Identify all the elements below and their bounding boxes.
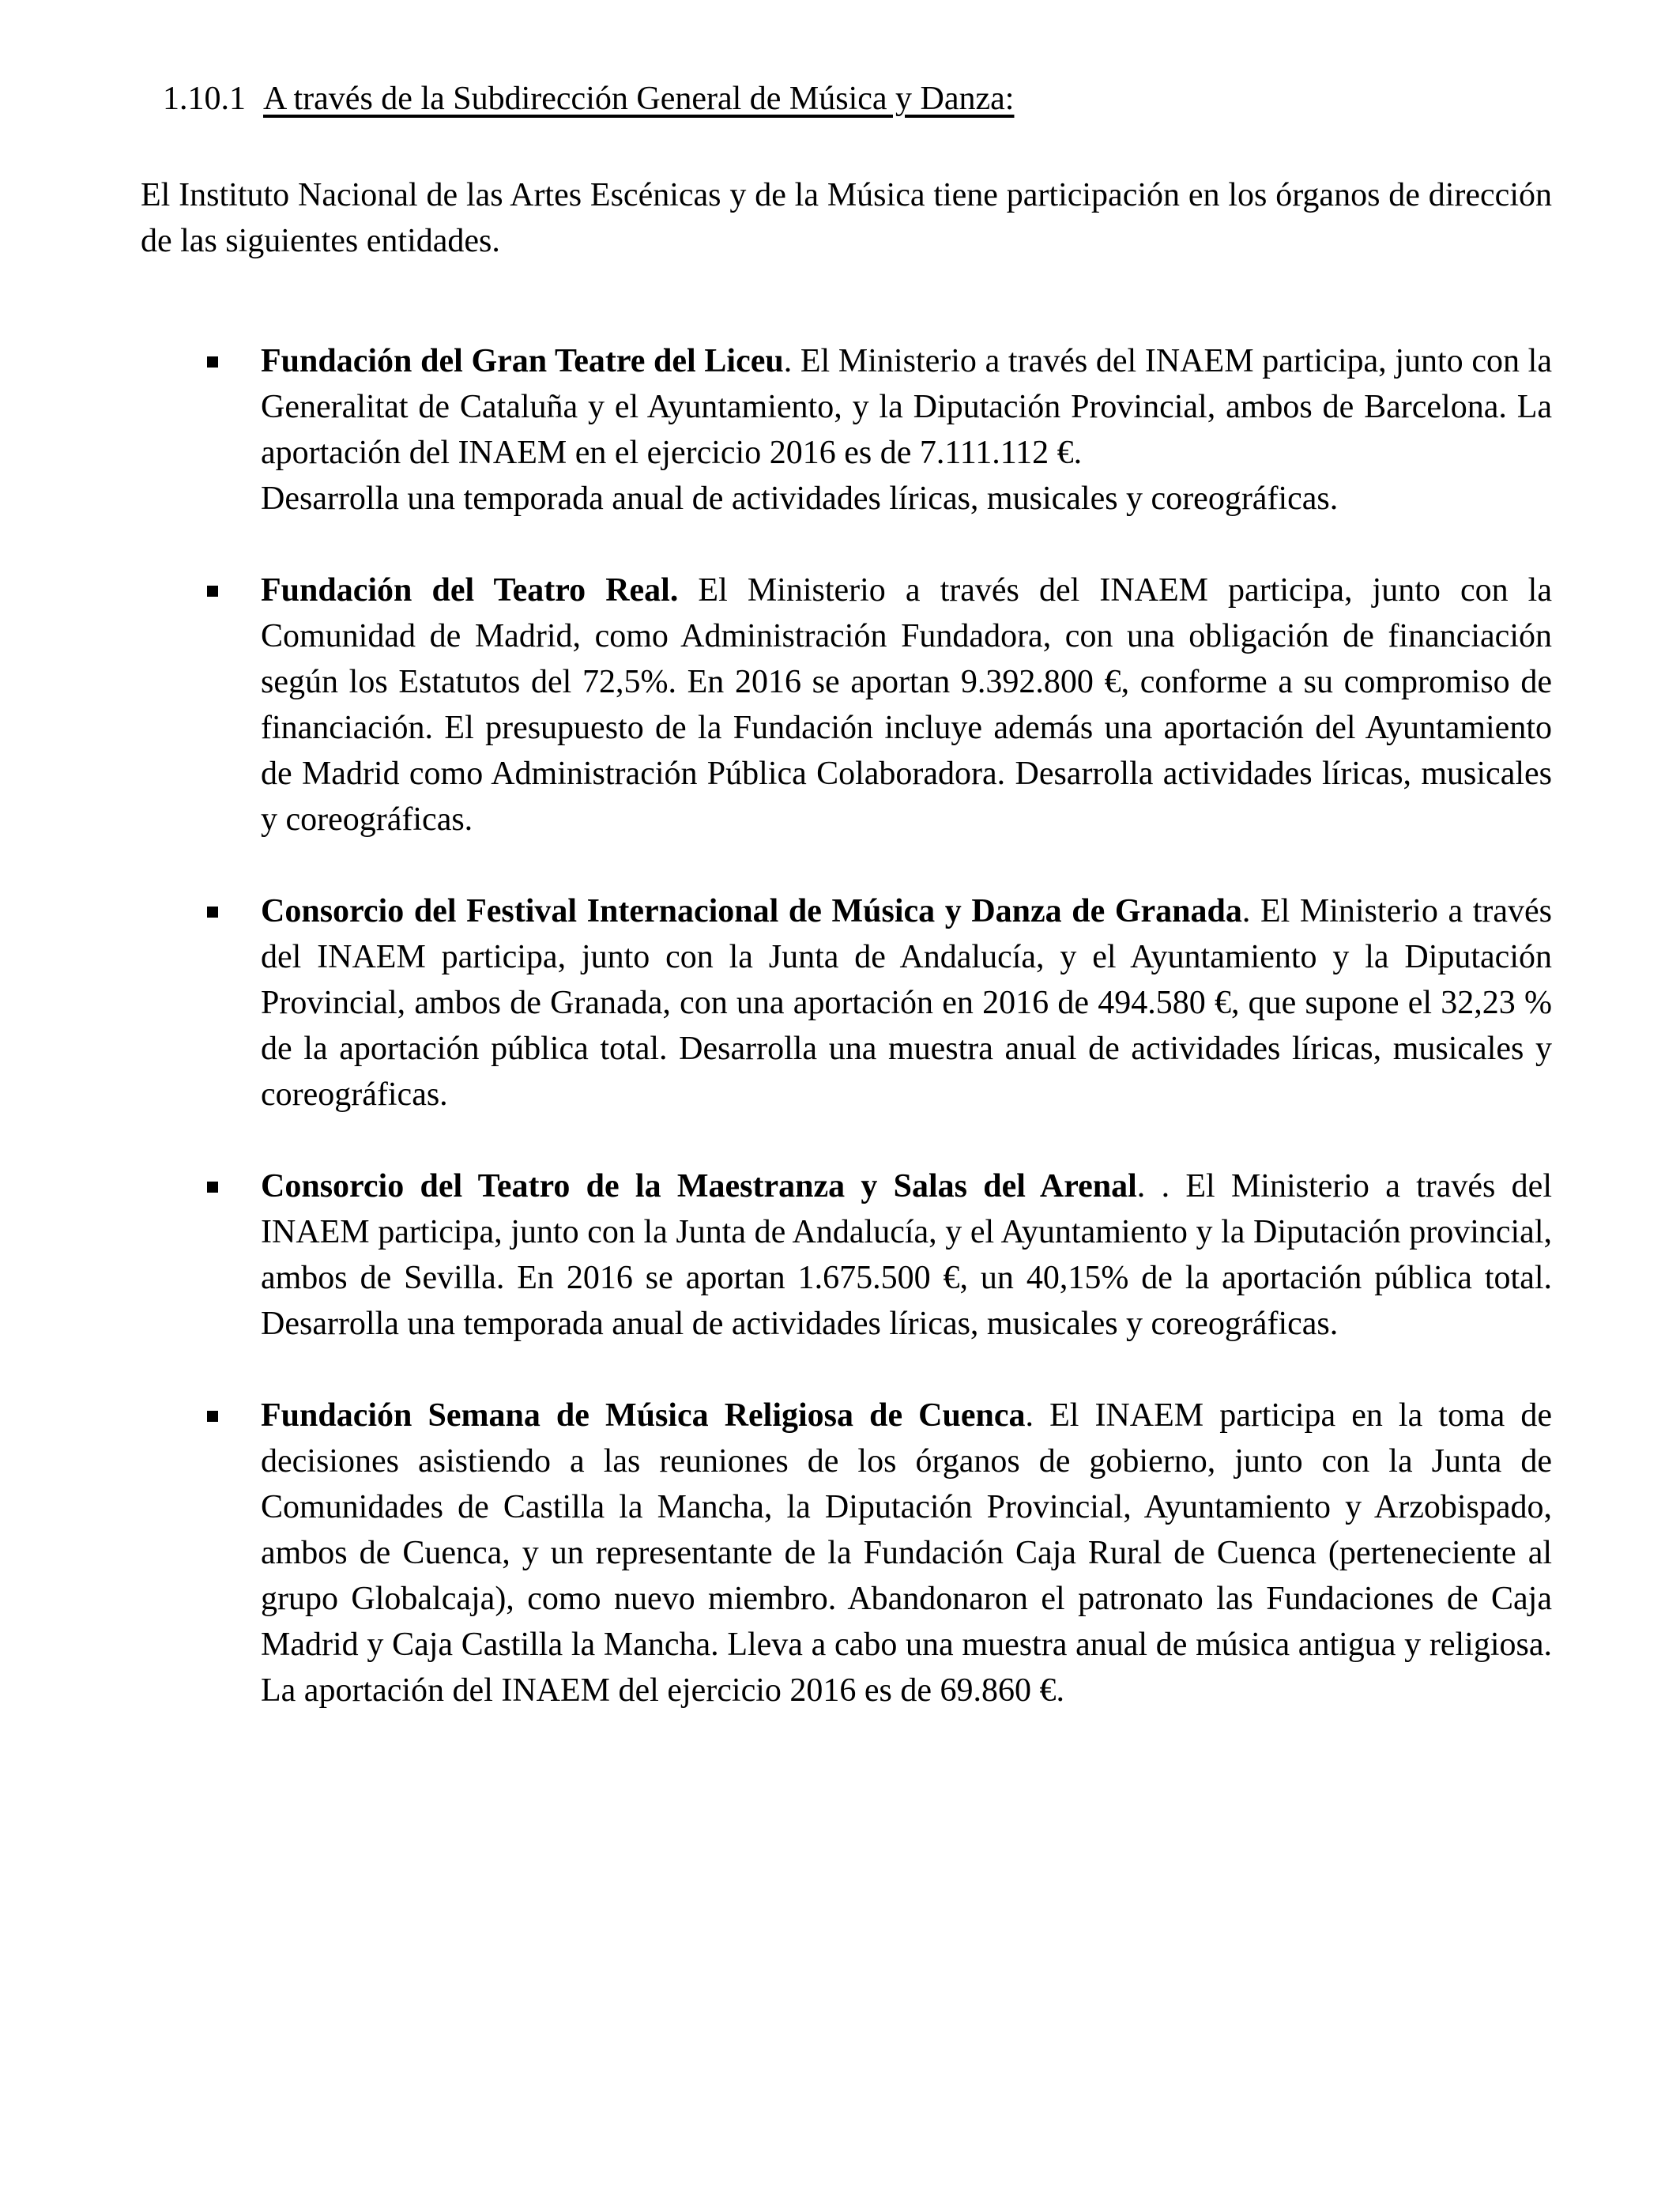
bullet-square-icon bbox=[207, 907, 218, 918]
list-item-cuenca bbox=[141, 1393, 1552, 1713]
list-item-text bbox=[261, 338, 1552, 522]
list-item-festival-granada bbox=[141, 888, 1552, 1118]
entity-name: Consorcio del Festival Internacional de Música y Danza de Granada bbox=[261, 893, 1242, 929]
section-heading bbox=[163, 76, 1552, 122]
entity-description: . El INAEM participa en la toma de decisiones asistiendo a las reuniones de los órganos de gobierno, junto con la Junta de Comunidades de Castilla la Mancha, la Diputación Provincial, Ayuntamiento y Arzobispado, ambos de Cuenca, y un representante de la Fundación Caja Rural de Cuenca (perteneciente al grupo Globalcaja), como nuevo miembro. Abandonaron el patronato las Fundaciones de Caja Madrid y Caja Castilla la Mancha. Lleva a cabo una muestra anual de música antigua y religiosa. La aportación del INAEM del ejercicio 2016 es de 69.860 €. bbox=[261, 1397, 1553, 1709]
entity-name: Fundación del Gran Teatre del Liceu bbox=[261, 343, 784, 379]
list-item-text bbox=[261, 567, 1552, 843]
entity-name: Fundación del Teatro Real. bbox=[261, 572, 679, 609]
entity-name: Consorcio del Teatro de la Maestranza y Salas del Arenal bbox=[261, 1168, 1137, 1204]
list-item-maestranza bbox=[141, 1163, 1552, 1347]
entity-description-extra: Desarrolla una temporada anual de actividades líricas, musicales y coreográficas. bbox=[261, 481, 1339, 517]
entity-description: . . El Ministerio a través del INAEM participa, junto con la Junta de Andalucía, y el Ayuntamiento y la Diputación provincial, ambos de Sevilla. En 2016 se aportan 1.675.500 €, un 40,15% de la aportación pública total. Desarrolla una temporada anual de actividades líricas, musicales y coreográficas. bbox=[261, 1168, 1552, 1342]
bullet-square-icon bbox=[207, 1411, 218, 1422]
entity-description: . El Ministerio a través del INAEM participa, junto con la Generalitat de Cataluña y el Ayuntamiento, y la Diputación Provincial, ambos de Barcelona. La aportación del INAEM en el ejercicio 2016 es de 7.111.112 €. bbox=[261, 343, 1552, 471]
bullet-square-icon bbox=[207, 356, 218, 368]
list-item-teatro-real bbox=[141, 567, 1552, 843]
list-item-text bbox=[261, 888, 1552, 1118]
bullet-square-icon bbox=[207, 586, 218, 597]
section-title: A través de la Subdirección General de Música y Danza: bbox=[263, 81, 1015, 117]
bullet-square-icon bbox=[207, 1182, 218, 1193]
intro-paragraph: El Instituto Nacional de las Artes Escénicas y de la Música tiene participación en los órganos de dirección de las siguientes entidades. bbox=[141, 177, 1552, 259]
entity-description: . El Ministerio a través del INAEM participa, junto con la Junta de Andalucía, y el Ayuntamiento y la Diputación Provincial, ambos de Granada, con una aportación en 2016 de 494.580 €, que supone el 32,23 % de la aportación pública total. Desarrolla una muestra anual de actividades líricas, musicales y coreográficas. bbox=[261, 893, 1553, 1113]
entity-name: Fundación Semana de Música Religiosa de Cuenca bbox=[261, 1397, 1026, 1434]
list-item-text bbox=[261, 1393, 1552, 1713]
list-item-liceu bbox=[141, 338, 1552, 522]
entity-list bbox=[141, 338, 1552, 1713]
list-item-text bbox=[261, 1163, 1552, 1347]
section-number: 1.10.1 bbox=[163, 81, 246, 117]
entity-description: El Ministerio a través del INAEM participa, junto con la Comunidad de Madrid, como Administración Fundadora, con una obligación de financiación según los Estatutos del 72,5%. En 2016 se aportan 9.392.800 €, conforme a su compromiso de financiación. El presupuesto de la Fundación incluye además una aportación del Ayuntamiento de Madrid como Administración Pública Colaboradora. Desarrolla actividades líricas, musicales y coreográficas. bbox=[261, 572, 1552, 838]
